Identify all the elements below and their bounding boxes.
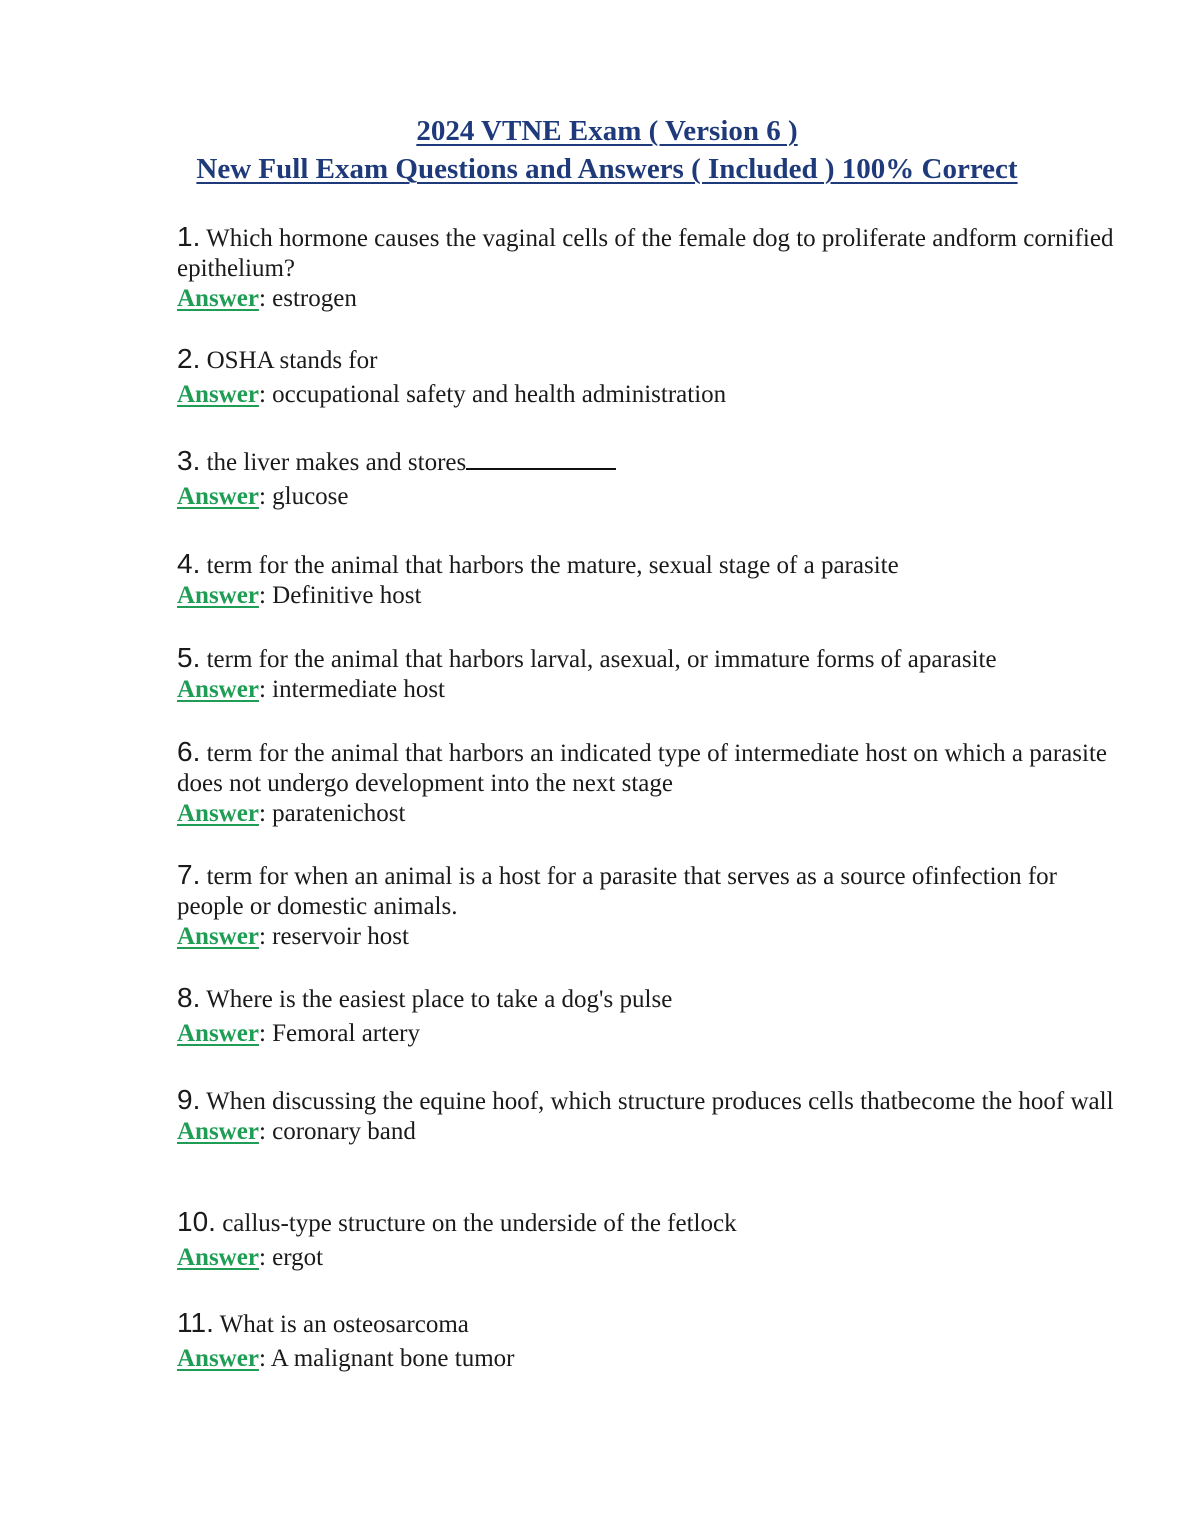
answer-text: glucose <box>272 483 349 510</box>
question-number: 8. <box>177 982 201 1013</box>
answer-text: A malignant bone tumor <box>270 1345 515 1372</box>
answer-line <box>177 1117 1117 1147</box>
answer-line <box>177 1243 1117 1273</box>
question-body: term for the animal that harbors an indicated type of intermediate host on which a parasite does not undergo development into the next stage <box>177 740 1107 797</box>
question-number: 5. <box>177 642 201 673</box>
answer-label: Answer <box>177 1020 259 1047</box>
answer-text: reservoir host <box>272 923 409 950</box>
question-text <box>177 1085 1117 1117</box>
answer-text: coronary band <box>272 1118 416 1145</box>
question-number: 2. <box>177 343 201 374</box>
answer-separator: : <box>258 1244 266 1271</box>
answer-label: Answer <box>177 1244 259 1271</box>
answer-line <box>177 1019 1117 1049</box>
question-item <box>177 1207 1117 1273</box>
answer-text: ergot <box>272 1244 324 1271</box>
question-number: 4. <box>177 548 201 579</box>
question-item <box>177 446 1117 512</box>
title-line-1: 2024 VTNE Exam ( Version 6 ) <box>416 115 798 147</box>
answer-line <box>177 1344 1117 1374</box>
answer-label: Answer <box>177 800 259 827</box>
answer-label: Answer <box>177 923 259 950</box>
answer-text: Femoral artery <box>272 1020 420 1047</box>
question-item <box>177 344 1117 410</box>
answer-line <box>177 482 1117 512</box>
answer-label: Answer <box>177 483 259 510</box>
answer-separator: : <box>258 582 266 609</box>
question-text <box>177 983 1117 1015</box>
fill-in-blank <box>466 448 616 470</box>
question-text <box>177 643 1117 675</box>
document-title <box>0 112 1190 188</box>
question-body: callus-type structure on the underside of the fetlock <box>222 1210 737 1237</box>
question-text <box>177 860 1117 922</box>
answer-text: paratenichost <box>272 800 406 827</box>
question-body: When discussing the equine hoof, which structure produces cells thatbecome the hoof wall <box>206 1088 1114 1115</box>
question-text <box>177 1308 1117 1340</box>
question-number: 3. <box>177 445 201 476</box>
question-number: 1. <box>177 221 201 252</box>
answer-line <box>177 380 1117 410</box>
question-number: 6. <box>177 736 201 767</box>
answer-line <box>177 581 1117 611</box>
question-item <box>177 549 1117 611</box>
answer-text: Definitive host <box>272 582 422 609</box>
answer-line <box>177 284 1117 314</box>
question-body: Which hormone causes the vaginal cells of the female dog to proliferate andform cornified epithelium? <box>177 225 1114 282</box>
question-text <box>177 344 1117 376</box>
answer-label: Answer <box>177 285 259 312</box>
question-item <box>177 737 1117 829</box>
question-body: term for the animal that harbors the mature, sexual stage of a parasite <box>206 552 899 579</box>
question-text <box>177 222 1117 284</box>
question-text <box>177 549 1117 581</box>
answer-separator: : <box>258 1118 266 1145</box>
answer-line <box>177 922 1117 952</box>
question-item <box>177 1085 1117 1147</box>
question-number: 10. <box>177 1206 216 1237</box>
answer-separator: : <box>258 800 266 827</box>
question-text <box>177 737 1117 799</box>
answer-line <box>177 675 1117 705</box>
answer-label: Answer <box>177 1118 259 1145</box>
question-number: 7. <box>177 859 201 890</box>
question-item <box>177 222 1117 314</box>
answer-label: Answer <box>177 1345 259 1372</box>
question-item <box>177 1308 1117 1374</box>
answer-separator: : <box>258 381 266 408</box>
answer-label: Answer <box>177 582 259 609</box>
answer-text: occupational safety and health administration <box>272 381 727 408</box>
answer-line <box>177 799 1117 829</box>
question-body: OSHA stands for <box>206 347 378 374</box>
answer-separator: : <box>258 285 266 312</box>
answer-separator: : <box>258 1020 266 1047</box>
question-item <box>177 983 1117 1049</box>
answer-text: intermediate host <box>272 676 446 703</box>
answer-separator: : <box>258 923 266 950</box>
question-number: 9. <box>177 1084 201 1115</box>
question-text <box>177 446 1117 478</box>
title-line-2: New Full Exam Questions and Answers ( Included ) 100% Correct <box>196 153 1018 185</box>
question-text <box>177 1207 1117 1239</box>
question-item <box>177 860 1117 952</box>
question-body: What is an osteosarcoma <box>219 1311 469 1338</box>
question-body: term for when an animal is a host for a parasite that serves as a source ofinfection for people or domestic animals. <box>177 863 1057 920</box>
answer-separator: : <box>258 483 266 510</box>
question-body: term for the animal that harbors larval, asexual, or immature forms of aparasite <box>206 646 997 673</box>
answer-text: estrogen <box>272 285 357 312</box>
question-number: 11. <box>177 1307 214 1338</box>
answer-label: Answer <box>177 676 259 703</box>
question-body: the liver makes and stores <box>206 449 467 476</box>
answer-label: Answer <box>177 381 259 408</box>
answer-separator: : <box>258 676 266 703</box>
question-body: Where is the easiest place to take a dog's pulse <box>206 986 673 1013</box>
question-item <box>177 643 1117 705</box>
answer-separator: : <box>258 1345 266 1372</box>
